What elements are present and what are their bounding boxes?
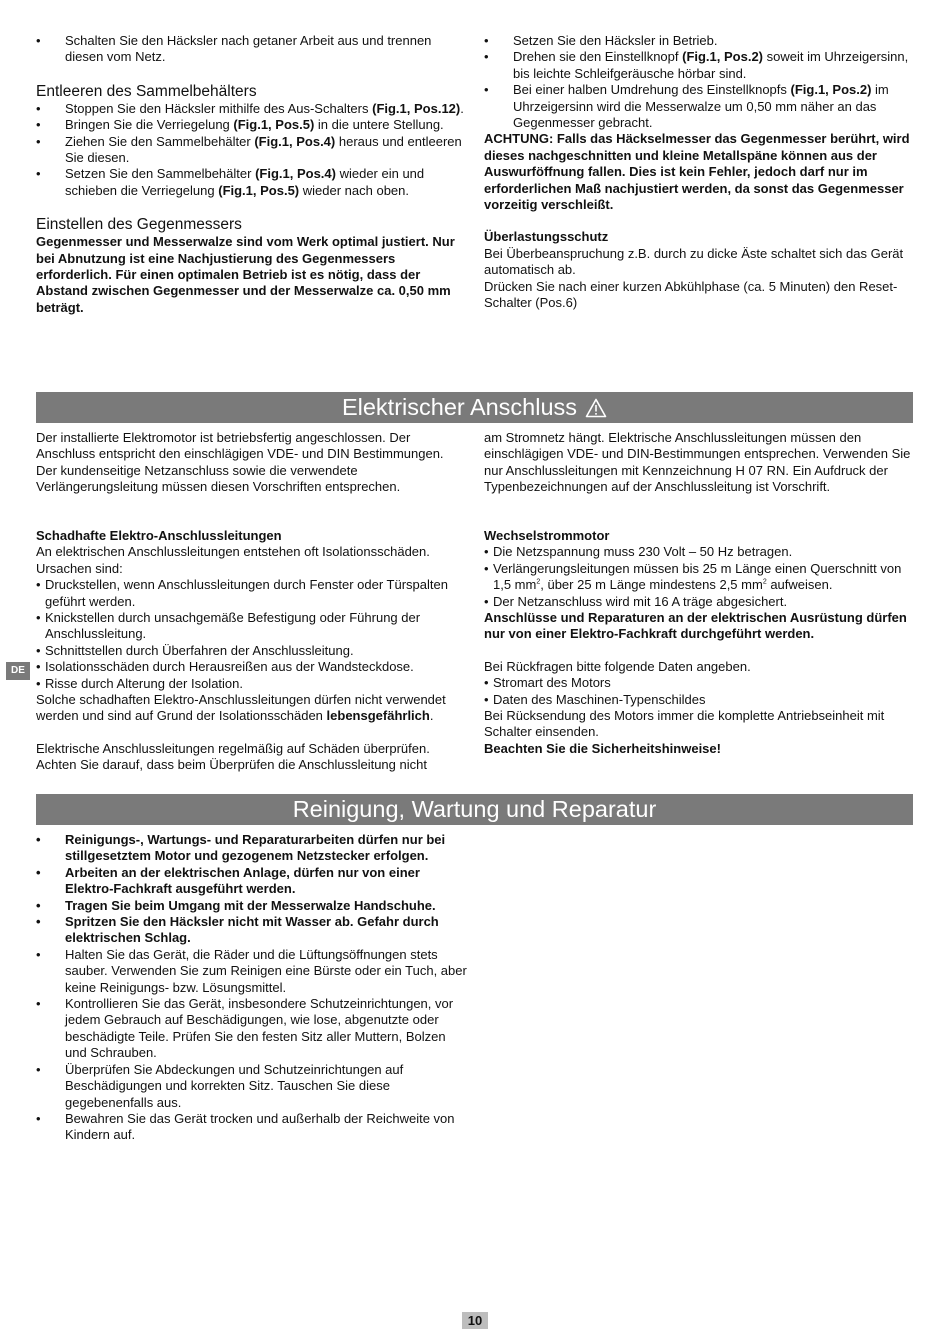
list-item: • Spritzen Sie den Häcksler nicht mit Wasser ab. Gefahr durch elektrischen Schlag. — [36, 914, 468, 947]
list-item: • Schnittstellen durch Überfahren der Anschlussleitung. — [36, 643, 468, 659]
language-tab: DE — [6, 662, 30, 680]
intro-paragraph: am Stromnetz hängt. Elektrische Anschlussleitungen müssen den einschlägigen VDE- und DIN-Bestimmungen entsprechen. Verwenden Sie nur Anschlussleitungen mit Kennzeichnung H 07 RN. Ein Aufdruck der Typenbezeichnungen auf der Anschlussleitung ist Vorschrift. — [484, 430, 911, 495]
list-item: • Daten des Maschinen-Typenschildes — [484, 692, 916, 708]
section-banner-reinigung — [36, 794, 913, 825]
ueberlastung-paragraph: Drücken Sie nach einer kurzen Abkühlphase (ca. 5 Minuten) den Reset-Schalter (Pos.6) — [484, 278, 898, 311]
list-item: • Setzen Sie den Sammelbehälter (Fig.1, Pos.4) wieder ein und schieben die Verriegelung (Fig.1, Pos.5) wieder nach oben. — [36, 166, 468, 199]
ruecksendung-text: Bei Rücksendung des Motors immer die komplette Antriebseinheit mit Schalter einsenden. — [484, 708, 885, 740]
list-item: • Bewahren Sie das Gerät trocken und außerhalb der Reichweite von Kindern auf. — [36, 1111, 468, 1144]
reinigung-bold-list — [36, 832, 468, 947]
list-item: • Verlängerungsleitungen müssen bis 25 m Länge einen Querschnitt von 1,5 $mm^2$, über 25 m Länge mindestens 2,5 $mm^2$ aufweisen. — [484, 561, 916, 594]
ueberlastung-paragraph: Bei Überbeanspruchung z.B. durch zu dicke Äste schaltet sich das Gerät automatisch ab. — [484, 245, 904, 278]
list-item: • Stromart des Motors — [484, 675, 916, 691]
achtung-note: ACHTUNG: Falls das Häckselmesser das Gegenmesser berührt, wird dieses nachgeschnitten und kleine Metallspäne können aus der Auswurföffnung fallen. Dies ist kein Fehler, jedoch darf nur im erforderlichen Maß nachjustiert werden, da sonst das Gegenmesser vorzeitig verschleißt. — [484, 131, 910, 213]
ursachen-label: Ursachen sind: — [36, 560, 123, 576]
page-number: 10 — [462, 1312, 488, 1329]
schadhafte-warning: Solche schadhaften Elektro-Anschlussleitungen dürfen nicht verwendet werden und sind auf Grund der Isolationsschäden lebensgefährlich. — [36, 692, 446, 724]
closing-bullet-list — [36, 33, 468, 66]
banner-title: Reinigung, Wartung und Reparatur — [292, 796, 657, 822]
list-item: • Stoppen Sie den Häcksler mithilfe des Aus-Schalters (Fig.1, Pos.12). — [36, 101, 468, 117]
list-item: • Bringen Sie die Verriegelung (Fig.1, Pos.5) in die untere Stellung. — [36, 117, 468, 133]
sicherheit-note: Beachten Sie die Sicherheitshinweise! — [484, 740, 721, 756]
list-item: • Arbeiten an der elektrischen Anlage, dürfen nur von einer Elektro-Fachkraft ausgeführt werden. — [36, 865, 468, 898]
list-item: • Isolationsschäden durch Herausreißen aus der Wandsteckdose. — [36, 659, 468, 675]
schadhafte-section — [36, 528, 468, 774]
entleeren-list — [36, 101, 468, 199]
wechsel-title: Wechselstrommotor — [484, 528, 610, 543]
schadhafte-check: Elektrische Anschlussleitungen regelmäßig auf Schäden überprüfen. Achten Sie darauf, dass beim Überprüfen die Anschlussleitung nicht — [36, 740, 430, 773]
reinigung-list — [36, 947, 468, 1144]
top-left-column — [36, 33, 468, 316]
reinigung-section — [36, 832, 468, 1144]
adjust-list — [484, 33, 916, 131]
list-item: • Drehen sie den Einstellknopf (Fig.1, Pos.2) soweit im Uhrzeigersinn, bis leichte Schleifgeräusche hörbar sind. — [484, 49, 916, 82]
wechsel-list — [484, 544, 916, 610]
list-item: • Die Netzspannung muss 230 Volt – 50 Hz betragen. — [484, 544, 916, 560]
list-item: • Druckstellen, wenn Anschlussleitungen durch Fenster oder Türspalten geführt werden. — [36, 577, 468, 610]
list-item: • Reinigungs-, Wartungs- und Reparaturarbeiten dürfen nur bei stillgesetztem Motor und gezogenem Netzstecker erfolgen. — [36, 832, 468, 865]
wechsel-section — [484, 528, 916, 757]
list-item: • Setzen Sie den Häcksler in Betrieb. — [484, 33, 916, 49]
gegenmesser-body: Gegenmesser und Messerwalze sind vom Werk optimal justiert. Nur bei Abnutzung ist eine Nachjustierung des Gegenmessers erforderlich. Für einen optimalen Betrieb ist es nötig, dass der Abstand zwischen Gegenmesser und der Messerwalze ca. 0,50 mm beträgt. — [36, 234, 455, 315]
schadhafte-intro: An elektrischen Anschlussleitungen entstehen oft Isolationsschäden. — [36, 544, 430, 560]
top-right-column — [484, 33, 916, 312]
list-item: • Schalten Sie den Häcksler nach getaner Arbeit aus und trennen diesen vom Netz. — [36, 33, 468, 66]
list-item: • Risse durch Alterung der Isolation. — [36, 676, 468, 692]
warning-triangle-icon — [585, 395, 607, 426]
ueberlastung-title: Überlastungsschutz — [484, 229, 609, 245]
banner-title: Elektrischer Anschluss — [341, 394, 578, 420]
fachkraft-note: Anschlüsse und Reparaturen an der elektrischen Ausrüstung dürfen nur von einer Elektro-Fachkraft durchgeführt werden. — [484, 610, 907, 642]
list-item: • Ziehen Sie den Sammelbehälter (Fig.1, Pos.4) heraus und entleeren Sie diesen. — [36, 134, 468, 167]
schadhafte-title: Schadhafte Elektro-Anschlussleitungen — [36, 528, 282, 543]
intro-paragraph: Der installierte Elektromotor ist betriebsfertig angeschlossen. Der Anschluss entspricht den einschlägigen VDE- und DIN Bestimmungen. Der kundenseitige Netzanschluss sowie die verwendete Verlängerungsleitung müssen diesen Vorschriften entsprechen. — [36, 430, 444, 495]
rueckfragen-list — [484, 675, 916, 708]
section-title-gegenmesser: Einstellen des Gegenmessers — [36, 216, 242, 234]
list-item: • Überprüfen Sie Abdeckungen und Schutzeinrichtungen auf Beschädigungen und korrekten Sitz. Tauschen Sie diese gegebenenfalls aus. — [36, 1062, 468, 1111]
list-item: • Tragen Sie beim Umgang mit der Messerwalze Handschuhe. — [36, 898, 468, 914]
elektrisch-intro-left — [36, 430, 468, 496]
list-item: • Bei einer halben Umdrehung des Einstellknopfs (Fig.1, Pos.2) im Uhrzeigersinn wird die Messerwalze um 0,50 mm näher an das Gegenmesser gebracht. — [484, 82, 916, 131]
list-item: • Kontrollieren Sie das Gerät, insbesondere Schutzeinrichtungen, vor jedem Gebrauch auf Beschädigungen, wie lose, abgenutzte oder beschädigte Teile. Prüfen Sie den festen Sitz aller Muttern, Bolzen und Schrauben. — [36, 996, 468, 1062]
section-banner-elektrisch — [36, 392, 913, 423]
list-item: • Halten Sie das Gerät, die Räder und die Lüftungsöffnungen stets sauber. Verwenden Sie zum Reinigen eine Bürste oder ein Tuch, aber keine Reinigungs- bzw. Lösungsmittel. — [36, 947, 468, 996]
list-item: • Knickstellen durch unsachgemäße Befestigung oder Führung der Anschlussleitung. — [36, 610, 468, 643]
rueckfragen-text: Bei Rückfragen bitte folgende Daten angeben. — [484, 658, 751, 674]
ursachen-list — [36, 577, 468, 692]
elektrisch-intro-right — [484, 430, 916, 496]
section-title-entleeren: Entleeren des Sammelbehälters — [36, 82, 257, 100]
list-item: • Der Netzanschluss wird mit 16 A träge abgesichert. — [484, 594, 916, 610]
